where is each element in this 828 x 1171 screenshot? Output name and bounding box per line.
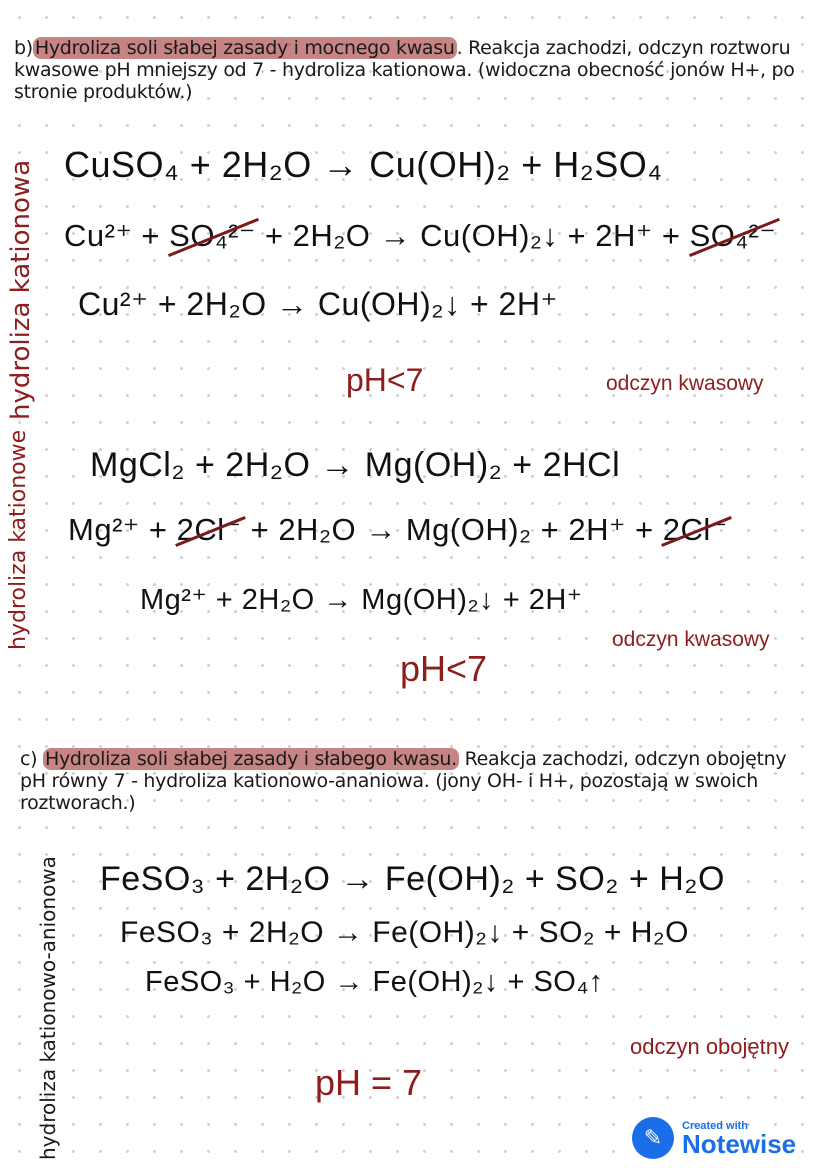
section-body: . Reakcja zachodzi, odczyn roztworu kwasowe pH mniejszy od 7 - hydroliza kationowa. (widoczna obecność jonów H+, po stronie produktów.) bbox=[14, 37, 795, 103]
side-label: hydroliza kationowe bbox=[6, 429, 31, 650]
equation-1: FeSO₃ + 2H₂O → Fe(OH)₂ + SO₂ + H₂O bbox=[100, 860, 725, 898]
eq-part: + 2H₂O → Cu(OH)₂↓ + 2H⁺ + bbox=[255, 218, 690, 253]
highlighted-heading: Hydroliza soli słabej zasady i słabego kwasu. bbox=[45, 748, 457, 770]
equation-3: FeSO₃ + H₂O → Fe(OH)₂↓ + SO₄↑ bbox=[145, 966, 604, 998]
reaction-note: odczyn obojętny bbox=[630, 1034, 789, 1059]
equation-2: FeSO₃ + 2H₂O → Fe(OH)₂↓ + SO₂ + H₂O bbox=[120, 916, 689, 949]
crossed-ion: 2Cl⁻ bbox=[662, 512, 728, 547]
logo-brand: Notewise bbox=[682, 1129, 797, 1159]
crossed-ion: SO₄²⁻ bbox=[689, 218, 777, 253]
ph-value: pH = 7 bbox=[315, 1062, 423, 1103]
eq-part: Mg²⁺ + bbox=[68, 512, 177, 547]
section-prefix: c) bbox=[20, 748, 43, 770]
equation-molecular: MgCl₂ + 2H₂O → Mg(OH)₂ + 2HCl bbox=[90, 446, 621, 484]
pencil-icon: ✎ bbox=[632, 1117, 674, 1159]
eq-part: + 2H₂O → Mg(OH)₂ + 2H⁺ + bbox=[241, 512, 663, 547]
equation-ionic bbox=[68, 512, 728, 548]
crossed-ion: 2Cl⁻ bbox=[176, 512, 242, 547]
equation-short-ionic: Cu²⁺ + 2H₂O → Cu(OH)₂↓ + 2H⁺ bbox=[78, 286, 558, 322]
reaction-note: odczyn kwasowy bbox=[606, 372, 764, 395]
section-prefix: b) bbox=[14, 37, 33, 59]
section-b-text bbox=[14, 37, 804, 103]
ph-value: pH<7 bbox=[346, 362, 424, 398]
side-label: hydroliza kationowo-anionowa bbox=[36, 856, 60, 1160]
highlighted-heading: Hydroliza soli słabej zasady i mocnego kwasu bbox=[34, 37, 455, 59]
equation-molecular: CuSO₄ + 2H₂O → Cu(OH)₂ + H₂SO₄ bbox=[64, 144, 663, 185]
ph-value: pH<7 bbox=[400, 648, 488, 689]
equation-short-ionic: Mg²⁺ + 2H₂O → Mg(OH)₂↓ + 2H⁺ bbox=[140, 584, 583, 616]
side-label: hydroliza kationowa bbox=[6, 159, 36, 420]
equation-ionic bbox=[64, 218, 776, 254]
reaction-note: odczyn kwasowy bbox=[612, 628, 770, 651]
logo-caption: Created with bbox=[682, 1120, 749, 1132]
eq-part: Cu²⁺ + bbox=[64, 218, 170, 253]
notewise-logo bbox=[632, 1117, 796, 1159]
section-body: Reakcja zachodzi, odczyn obojętny pH równy 7 - hydroliza kationowo-ananiowa. (jony OH- i H+, pozostają w swoich roztworach.) bbox=[20, 748, 787, 814]
crossed-ion: SO₄²⁻ bbox=[169, 218, 256, 253]
section-c-text bbox=[20, 748, 810, 814]
